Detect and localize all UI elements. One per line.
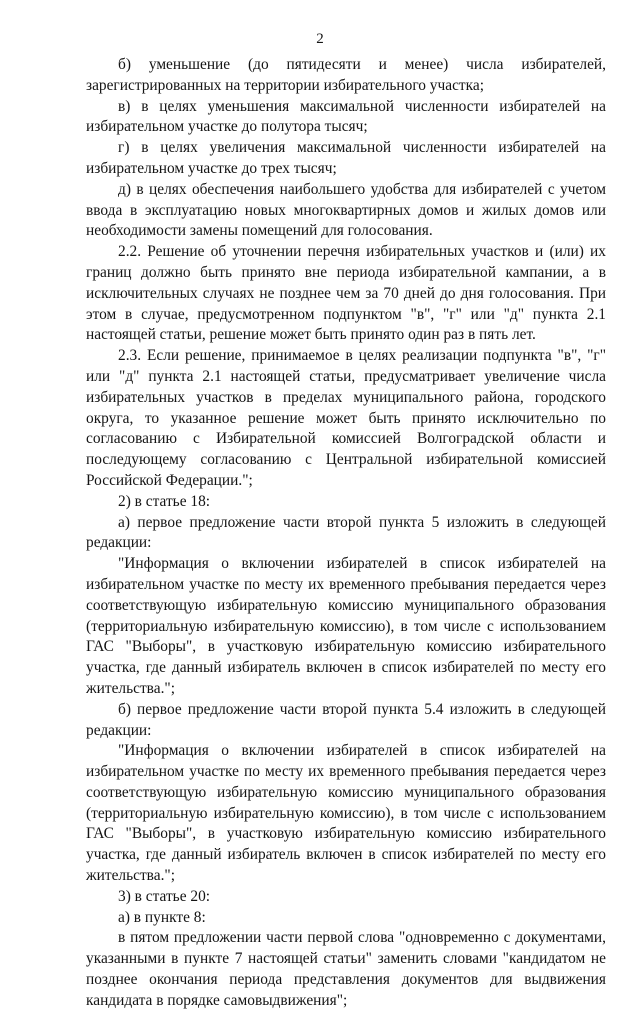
paragraph-clause-2-2: 2.2. Решение об уточнении перечня избирательных участков и (или) их границ должно быть принято вне периода избирательной кампании, а в исключительных случаях не позднее чем за 70 дней до дня голосования. При этом в случае, предусмотренном подпунктом "в", "г" или "д" пункта 2.1 настоящей статьи, решение может быть принято один раз в пять лет. bbox=[86, 243, 606, 344]
paragraph-article-18-a: а) первое предложение части второй пункта 5 изложить в следующей редакции: bbox=[86, 513, 606, 552]
paragraph-article-18-b: б) первое предложение части второй пункта 5.4 изложить в следующей редакции: bbox=[86, 700, 606, 739]
page-number: 2 bbox=[316, 31, 324, 47]
paragraph-subitem-v: в) в целях уменьшения максимальной численности избирателей на избирательном участке до полутора тысяч; bbox=[86, 97, 606, 136]
paragraph-article-20-a-text: в пятом предложении части первой слова "одновременно с документами, указанными в пункте 7 настоящей статьи" заменить словами "кандидатом не позднее окончания периода представления документов для выдвижения кандидата в порядке самовыдвижения"; bbox=[86, 929, 606, 1009]
paragraph-subitem-b: б) уменьшение (до пятидесяти и менее) числа избирателей, зарегистрированных на территории избирательного участка; bbox=[86, 56, 606, 94]
paragraph-article-20-a: а) в пункте 8: bbox=[118, 908, 206, 926]
paragraph-article-18-b-quote: "Информация о включении избирателей в список избирателей на избирательном участке по месту их временного пребывания передается через соответствующую избирательную комиссию муниципального образования (территориальную избирательную комиссию), в том числе с использованием ГАС "Выборы", в участковую избирательную комиссию избирательного участка, где данный избиратель включен в список избирателей по месту его жительства."; bbox=[86, 742, 606, 885]
paragraph-article-18-heading: 2) в статье 18: bbox=[118, 492, 211, 510]
paragraph-subitem-g: г) в целях увеличения максимальной численности избирателей на избирательном участке до трех тысяч; bbox=[86, 139, 606, 177]
paragraph-clause-2-3: 2.3. Если решение, принимаемое в целях реализации подпункта "в", "г" или "д" пункта 2.1 настоящей статьи, предусматривает увеличение числа избирательных участков в пределах муниципального района, городского округа, то указанное решение может быть принято исключительно по согласованию с Избирательной комиссией Волгоградской области и последующему согласованию с Центральной избирательной комиссией Российской Федерации."; bbox=[86, 347, 606, 489]
paragraph-article-18-a-quote: "Информация о включении избирателей в список избирателей на избирательном участке по месту их временного пребывания передается через соответствующую избирательную комиссию муниципального образования (территориальную избирательную комиссию), в том числе с использованием ГАС "Выборы", в участковую избирательную комиссию избирательного участка, где данный избиратель включен в список избирателей по месту его жительства."; bbox=[86, 555, 606, 697]
paragraph-subitem-d: д) в целях обеспечения наибольшего удобства для избирателей с учетом ввода в эксплуатацию новых многоквартирных домов и жилых домов или необходимости замены помещений для голосования. bbox=[86, 180, 606, 240]
paragraph-article-20-heading: 3) в статье 20: bbox=[118, 887, 211, 905]
document-body bbox=[86, 55, 606, 1012]
